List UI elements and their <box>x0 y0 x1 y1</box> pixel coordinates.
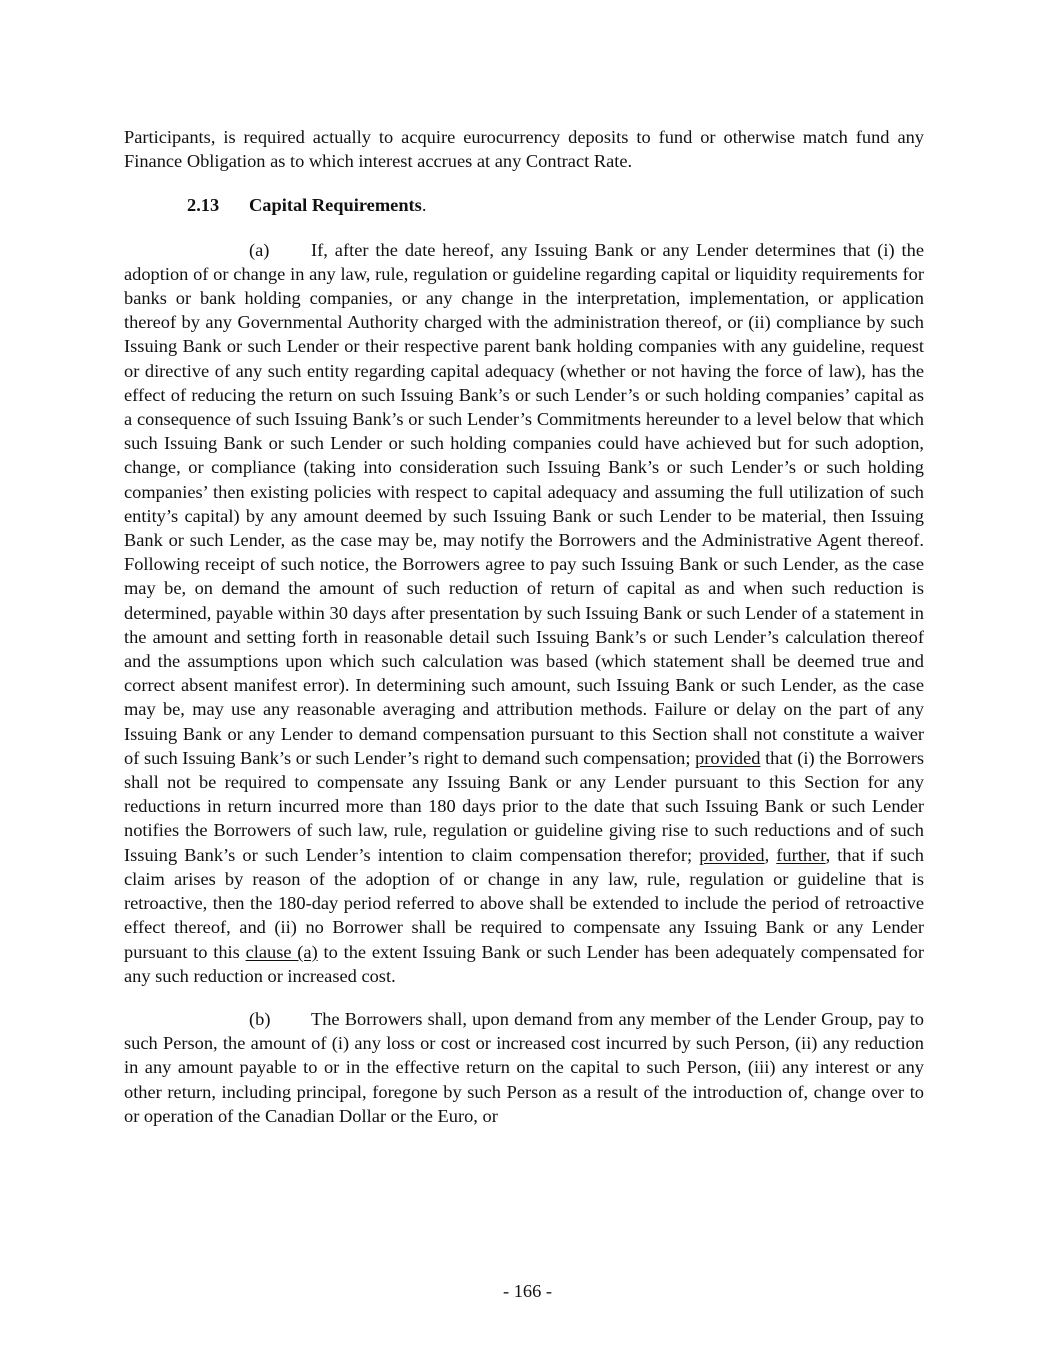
section-title-period: . <box>421 195 427 216</box>
paragraph-a-label: (a) <box>249 239 270 260</box>
provided-term-2: provided <box>699 844 765 865</box>
provided-term: provided <box>695 747 761 768</box>
paragraph-a-text-4: , that if such claim arises by reason of the adoption of or change in any law, rule, regulation or guideline that is retroactive, then the 180-day period referred to above shall be extended to include the period of retroactive effect thereof, and (ii) no Borrower shall be required to compensate any Issuing Bank or any Lender pursuant to this <box>124 844 924 962</box>
paragraph-a-text-3: , <box>764 844 777 865</box>
paragraph-a-text-2: that (i) the Borrowers shall not be required to compensate any Issuing Bank or any Lender pursuant to this Section for any reductions in return incurred more than 180 days prior to the date that such Issuing Bank or such Lender notifies the Borrowers of such law, rule, regulation or guideline giving rise to such reductions and of such Issuing Bank’s or such Lender’s intention to claim compensation therefor; <box>124 747 924 865</box>
paragraph-b-label: (b) <box>249 1008 271 1029</box>
document-page <box>124 125 924 1128</box>
paragraph-a <box>124 238 924 988</box>
page-number: - 166 - <box>502 1281 553 1301</box>
paragraph-a-text-5: to the extent Issuing Bank or such Lender has been adequately compensated for any such reduction or increased cost. <box>124 941 924 986</box>
clause-a-reference: clause (a) <box>245 941 318 962</box>
section-title: Capital Requirements <box>249 195 422 216</box>
section-number: 2.13 <box>187 195 220 216</box>
paragraph-b-text: The Borrowers shall, upon demand from any member of the Lender Group, pay to such Person, the amount of (i) any loss or cost or increased cost incurred by such Person, (ii) any reduction in any amount payable to or in the effective return on the capital to such Person, (iii) any interest or any other return, including principal, foregone by such Person as a result of the introduction of, change over to or operation of the Canadian Dollar or the Euro, or <box>124 1008 924 1126</box>
further-term: further <box>776 844 826 865</box>
paragraph-b <box>124 1007 924 1128</box>
section-heading <box>124 193 924 217</box>
intro-paragraph: Participants, is required actually to acquire eurocurrency deposits to fund or otherwise match fund any Finance Obligation as to which interest accrues at any Contract Rate. <box>124 127 924 172</box>
paragraph-a-text-1: If, after the date hereof, any Issuing Bank or any Lender determines that (i) the adoption of or change in any law, rule, regulation or guideline regarding capital or liquidity requirements for banks or bank holding companies, or any change in the interpretation, implementation, or application thereof by any Governmental Authority charged with the administration thereof, or (ii) compliance by such Issuing Bank or such Lender or their respective parent bank holding companies with any guideline, request or directive of any such entity regarding capital adequacy (whether or not having the force of law), has the effect of reducing the return on such Issuing Bank’s or such Lender’s or such holding companies’ capital as a consequence of such Issuing Bank’s or such Lender’s Commitments hereunder to a level below that which such Issuing Bank or such Lender or such holding companies could have achieved but for such adoption, change, or compliance (taking into consideration such Issuing Bank’s or such Lender’s or such holding companies’ then existing policies with respect to capital adequacy and assuming the full utilization of such entity’s capital) by any amount deemed by such Issuing Bank or such Lender to be material, then Issuing Bank or such Lender, as the case may be, may notify the Borrowers and the Administrative Agent thereof. Following receipt of such notice, the Borrowers agree to pay such Issuing Bank or such Lender, as the case may be, on demand the amount of such reduction of return of capital as and when such reduction is determined, payable within 30 days after presentation by such Issuing Bank or such Lender of a statement in the amount and setting forth in reasonable detail such Issuing Bank’s or such Lender’s calculation thereof and the assumptions upon which such calculation was based (which statement shall be deemed true and correct absent manifest error). In determining such amount, such Issuing Bank or such Lender, as the case may be, may use any reasonable averaging and attribution methods. Failure or delay on the part of any Issuing Bank or any Lender to demand compensation pursuant to this Section shall not constitute a waiver of such Issuing Bank’s or such Lender’s right to demand such compensation; <box>124 239 924 768</box>
